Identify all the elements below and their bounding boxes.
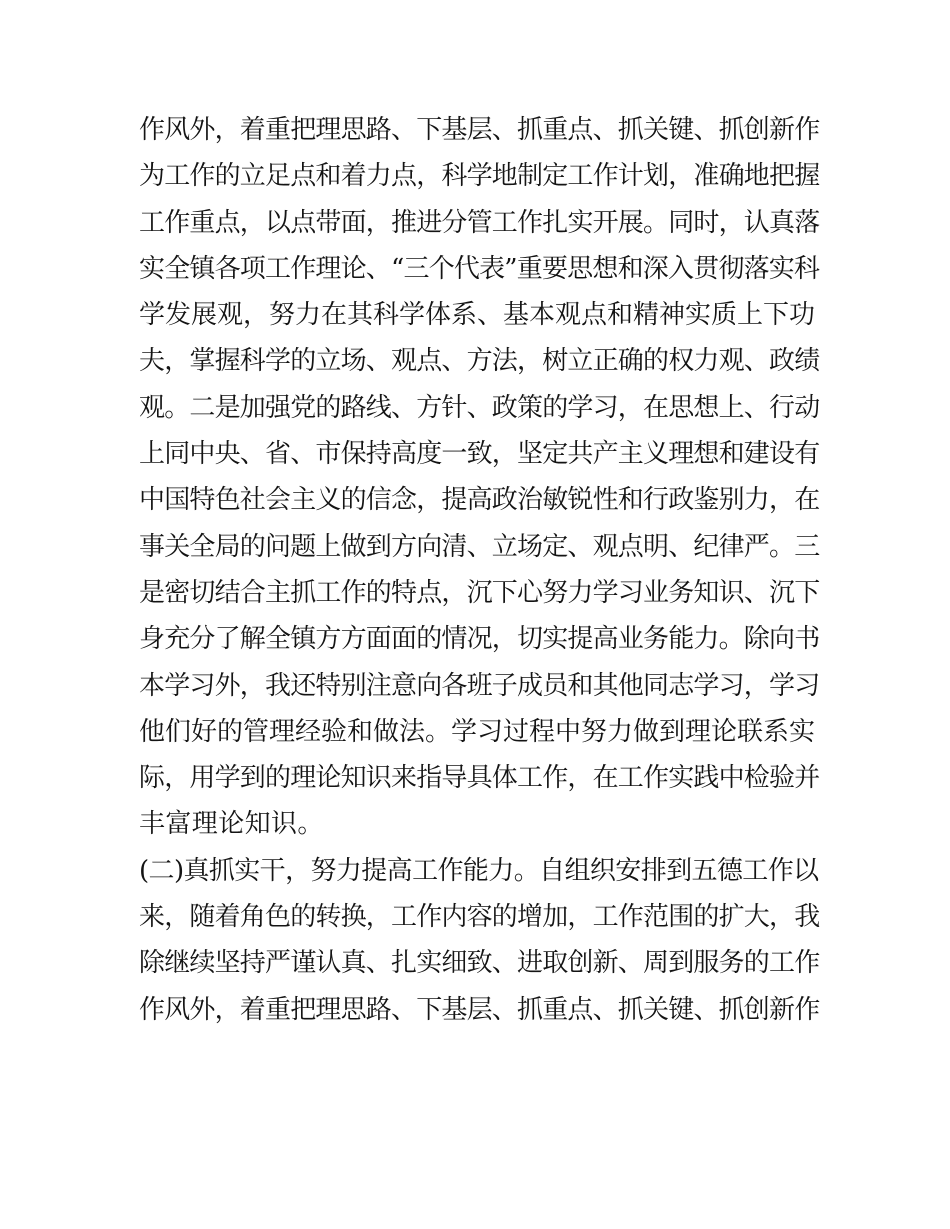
text-line: 事关全局的问题上做到方向清、立场定、观点明、纪律严。三	[139, 531, 820, 562]
text-line: 本学习外，我还特别注意向各班子成员和其他同志学习，学习	[139, 670, 820, 701]
text-line: 是密切结合主抓工作的特点，沉下心努力学习业务知识、沉下	[139, 577, 820, 608]
text-line: 中国特色社会主义的信念，提高政治敏锐性和行政鉴别力，在	[139, 485, 820, 516]
text-line: 丰富理论知识。	[139, 809, 324, 840]
text-line: 身充分了解全镇方方面面的情况，切实提高业务能力。除向书	[139, 624, 820, 655]
text-line: 作风外，着重把理思路、下基层、抓重点、抓关键、抓创新作	[139, 115, 820, 145]
text-line: 来，随着角色的转换，工作内容的增加，工作范围的扩大，我	[139, 902, 820, 933]
text-line: 除继续坚持严谨认真、扎实细致、进取创新、周到服务的工作	[139, 948, 820, 979]
text-line: 工作重点，以点带面，推进分管工作扎实开展。同时，认真落	[139, 207, 820, 238]
text-line: 作风外，着重把理思路、下基层、抓重点、抓关键、抓创新作	[139, 994, 820, 1025]
text-line: 观。二是加强党的路线、方针、政策的学习，在思想上、行动	[139, 392, 820, 423]
body-text	[139, 107, 819, 1033]
text-line: 为工作的立足点和着力点，科学地制定工作计划，准确地把握	[139, 161, 820, 192]
text-line: 实全镇各项工作理论、“三个代表”重要思想和深入贯彻落实科	[139, 253, 820, 284]
text-line: 学发展观，努力在其科学体系、基本观点和精神实质上下功	[139, 300, 816, 331]
text-line: 际，用学到的理论知识来指导具体工作，在工作实践中检验并	[139, 763, 820, 794]
text-line: 他们好的管理经验和做法。学习过程中努力做到理论联系实	[139, 716, 816, 747]
text-line: 夫，掌握科学的立场、观点、方法，树立正确的权力观、政绩	[139, 346, 820, 377]
text-line: (二)真抓实干，努力提高工作能力。自组织安排到五德工作以	[139, 855, 819, 886]
text-line: 上同中央、省、市保持高度一致，坚定共产主义理想和建设有	[139, 439, 820, 470]
